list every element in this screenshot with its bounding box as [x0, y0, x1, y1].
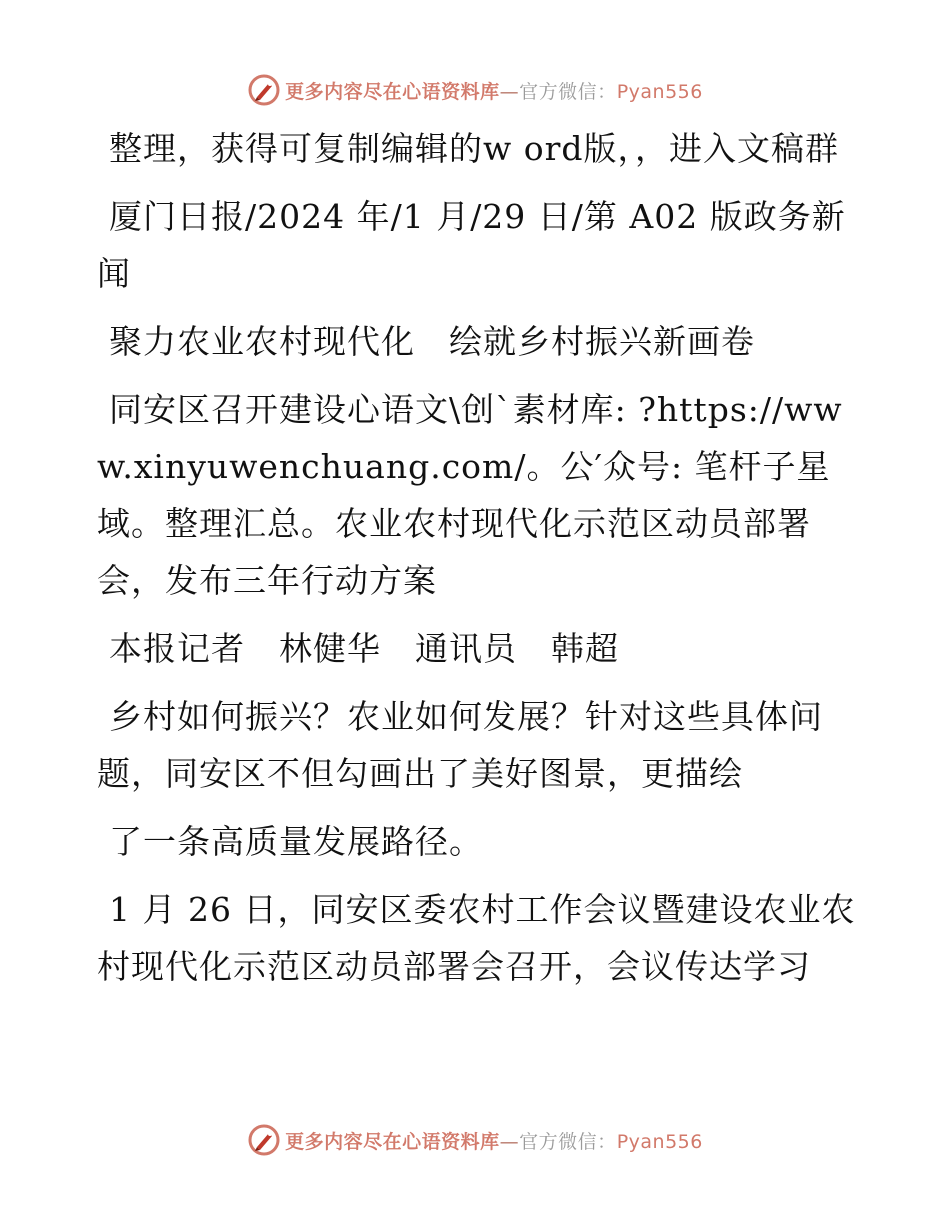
- watermark-wechat-id: Pyan556: [616, 1130, 703, 1153]
- header-watermark: [0, 70, 950, 110]
- paragraph-body-2: 了一条高质量发展路径。: [109, 822, 483, 861]
- article-headline: 聚力农业农村现代化 绘就乡村振兴新画卷: [109, 322, 755, 361]
- watermark-wechat-id: Pyan556: [616, 80, 703, 103]
- watermark-wechat-label: 官方微信：: [519, 80, 617, 103]
- paragraph-intro-note: 整理，获得可复制编辑的w ord版，，进入文稿群: [109, 129, 840, 168]
- watermark-wechat-label: 官方微信：: [519, 1130, 617, 1153]
- document-body: [97, 120, 857, 1006]
- watermark-separator: —: [499, 1130, 520, 1153]
- article-byline: 本报记者 林健华 通讯员 韩超: [109, 629, 619, 668]
- pen-nib-logo-icon: [247, 1123, 281, 1157]
- watermark-main-text: 更多内容尽在心语资料库: [285, 80, 500, 103]
- paragraph-source-line: 厦门日报/2024 年/1 月/29 日/第 A02 版政务新闻: [97, 197, 846, 293]
- article-subheadline: 同安区召开建设心语文\创`素材库: ?https://www.xinyuwenchuang.com/。公′众号: 笔杆子星域。整理汇总。农业农村现代化示范区动员部署会，发布三年行动方案: [97, 390, 843, 600]
- footer-watermark: [0, 1120, 950, 1160]
- paragraph-body-1: 乡村如何振兴？农业如何发展？针对这些具体问题，同安区不但勾画出了美好图景，更描绘: [97, 697, 823, 793]
- watermark-main-text: 更多内容尽在心语资料库: [285, 1130, 500, 1153]
- watermark-separator: —: [499, 80, 520, 103]
- pen-nib-logo-icon: [247, 73, 281, 107]
- paragraph-body-3: 1 月 26 日，同安区委农村工作会议暨建设农业农村现代化示范区动员部署会召开，会议传达学习: [97, 890, 856, 986]
